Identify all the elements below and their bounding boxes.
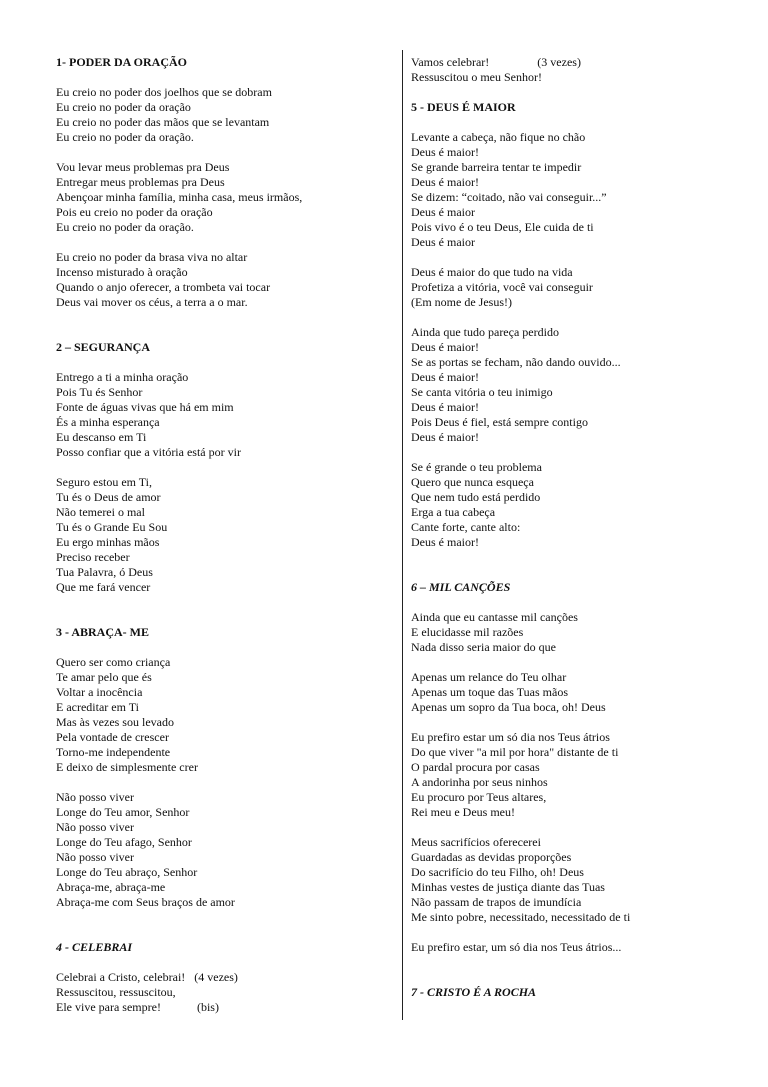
lyric-line: Tu és o Grande Eu Sou xyxy=(56,520,168,534)
lyric-line: Erga a tua cabeça xyxy=(411,505,496,519)
spacer xyxy=(411,310,741,325)
lyric-line: Eu prefiro estar um só dia nos Teus átrios xyxy=(411,730,610,744)
spacer xyxy=(411,955,741,985)
lyric-line: Abençoar minha família, minha casa, meus irmãos, xyxy=(56,190,303,204)
lyric-line: Ainda que eu cantasse mil canções xyxy=(411,610,578,624)
lyric-line: Quero que nunca esqueça xyxy=(411,475,534,489)
lyric-line: Seguro estou em Ti, xyxy=(56,475,153,489)
lyric-line: Mas às vezes sou levado xyxy=(56,715,174,729)
spacer xyxy=(411,820,741,835)
lyric-line: Apenas um sopro da Tua boca, oh! Deus xyxy=(411,700,606,714)
lyric-line: Não passam de trapos de imundícia xyxy=(411,895,582,909)
lyric-line: Deus é maior! xyxy=(411,535,479,549)
lyric-line: Pois eu creio no poder da oração xyxy=(56,205,213,219)
lyric-line: Entregar meus problemas pra Deus xyxy=(56,175,225,189)
lyric-line: Cante forte, cante alto: xyxy=(411,520,521,534)
spacer xyxy=(411,655,741,670)
lyric-line: Ele vive para sempre! (bis) xyxy=(56,1000,219,1014)
lyric-line: Se as portas se fecham, não dando ouvido... xyxy=(411,355,621,369)
lyric-line: Incenso misturado à oração xyxy=(56,265,188,279)
spacer xyxy=(56,235,391,250)
lyric-line: Deus é maior! xyxy=(411,400,479,414)
lyric-line: Pela vontade de crescer xyxy=(56,730,169,744)
spacer xyxy=(411,925,741,940)
song-title: 2 – SEGURANÇA xyxy=(56,340,151,354)
lyric-line: Deus é maior xyxy=(411,235,475,249)
song-title: 5 - DEUS É MAIOR xyxy=(411,100,516,114)
lyric-line: Quero ser como criança xyxy=(56,655,171,669)
lyric-line: Rei meu e Deus meu! xyxy=(411,805,515,819)
lyric-line: Apenas um relance do Teu olhar xyxy=(411,670,567,684)
right-column xyxy=(411,55,741,1000)
spacer xyxy=(56,640,391,655)
spacer xyxy=(411,445,741,460)
lyric-line: Pois Deus é fiel, está sempre contigo xyxy=(411,415,588,429)
lyric-line: Tua Palavra, ó Deus xyxy=(56,565,153,579)
spacer xyxy=(56,910,391,940)
lyric-line: (Em nome de Jesus!) xyxy=(411,295,512,309)
lyric-line: Preciso receber xyxy=(56,550,130,564)
lyric-line: Eu procuro por Teus altares, xyxy=(411,790,547,804)
spacer xyxy=(411,550,741,580)
spacer xyxy=(56,310,391,340)
lyric-line: Que me fará vencer xyxy=(56,580,151,594)
lyric-line: Guardadas as devidas proporções xyxy=(411,850,572,864)
lyric-line: Deus é maior! xyxy=(411,370,479,384)
column-divider xyxy=(402,50,403,1020)
lyric-line: Pois Tu és Senhor xyxy=(56,385,143,399)
lyric-line: Eu creio no poder das mãos que se levantam xyxy=(56,115,270,129)
spacer xyxy=(411,85,741,100)
spacer xyxy=(411,715,741,730)
lyric-line: Que nem tudo está perdido xyxy=(411,490,541,504)
lyric-line: Do sacrifício do teu Filho, oh! Deus xyxy=(411,865,584,879)
lyric-line: Deus é maior! xyxy=(411,340,479,354)
lyric-line: Não posso viver xyxy=(56,850,134,864)
lyric-line: Eu creio no poder dos joelhos que se dobram xyxy=(56,85,272,99)
lyric-line: És a minha esperança xyxy=(56,415,160,429)
lyric-line: Pois vivo é o teu Deus, Ele cuida de ti xyxy=(411,220,594,234)
lyric-line: Te amar pelo que és xyxy=(56,670,152,684)
lyric-line: Me sinto pobre, necessitado, necessitado de ti xyxy=(411,910,631,924)
lyric-line: Eu prefiro estar, um só dia nos Teus átrios... xyxy=(411,940,622,954)
song-title: 7 - CRISTO É A ROCHA xyxy=(411,985,537,999)
lyric-line: Ressuscitou o meu Senhor! xyxy=(411,70,542,84)
lyric-line: Deus é maior! xyxy=(411,145,479,159)
lyric-line: Abraça-me, abraça-me xyxy=(56,880,166,894)
left-column xyxy=(56,55,391,1015)
lyric-line: Longe do Teu afago, Senhor xyxy=(56,835,192,849)
lyric-line: Levante a cabeça, não fique no chão xyxy=(411,130,586,144)
lyric-line: Deus vai mover os céus, a terra a o mar. xyxy=(56,295,248,309)
lyric-line: Tu és o Deus de amor xyxy=(56,490,161,504)
lyric-line: Deus é maior! xyxy=(411,430,479,444)
spacer xyxy=(56,595,391,625)
lyric-line: Deus é maior! xyxy=(411,175,479,189)
spacer xyxy=(411,595,741,610)
lyric-line: Se canta vitória o teu inimigo xyxy=(411,385,553,399)
lyric-line: Não posso viver xyxy=(56,790,134,804)
song-title: 6 – MIL CANÇÕES xyxy=(411,580,511,594)
lyric-line: Meus sacrifícios oferecerei xyxy=(411,835,541,849)
lyric-line: Longe do Teu abraço, Senhor xyxy=(56,865,198,879)
lyric-line: E deixo de simplesmente crer xyxy=(56,760,198,774)
lyric-line: O pardal procura por casas xyxy=(411,760,540,774)
lyric-line: E acreditar em Ti xyxy=(56,700,139,714)
lyric-line: Posso confiar que a vitória está por vir xyxy=(56,445,241,459)
lyric-line: Não temerei o mal xyxy=(56,505,145,519)
lyric-line: Entrego a ti a minha oração xyxy=(56,370,189,384)
spacer xyxy=(56,145,391,160)
lyric-line: Se grande barreira tentar te impedir xyxy=(411,160,582,174)
lyric-line: Profetiza a vitória, você vai conseguir xyxy=(411,280,593,294)
spacer xyxy=(56,775,391,790)
lyric-line: Vamos celebrar! (3 vezes) xyxy=(411,55,581,69)
lyric-line: Ressuscitou, ressuscitou, xyxy=(56,985,176,999)
song-title: 1- PODER DA ORAÇÃO xyxy=(56,55,187,69)
lyric-line: Deus é maior do que tudo na vida xyxy=(411,265,573,279)
lyric-line: Ainda que tudo pareça perdido xyxy=(411,325,559,339)
lyric-line: Eu creio no poder da brasa viva no altar xyxy=(56,250,248,264)
lyric-line: Eu creio no poder da oração. xyxy=(56,130,194,144)
lyric-line: Celebrai a Cristo, celebrai! (4 vezes) xyxy=(56,970,238,984)
lyric-line: Eu descanso em Ti xyxy=(56,430,147,444)
lyric-line: Do que viver "a mil por hora" distante de ti xyxy=(411,745,619,759)
lyric-line: Apenas um toque das Tuas mãos xyxy=(411,685,568,699)
lyric-line: Torno-me independente xyxy=(56,745,171,759)
spacer xyxy=(411,115,741,130)
lyric-line: Eu ergo minhas mãos xyxy=(56,535,160,549)
spacer xyxy=(56,460,391,475)
lyric-line: Deus é maior xyxy=(411,205,475,219)
lyric-line: Voltar a inocência xyxy=(56,685,143,699)
spacer xyxy=(411,250,741,265)
lyric-line: Eu creio no poder da oração. xyxy=(56,220,194,234)
lyric-line: Quando o anjo oferecer, a trombeta vai tocar xyxy=(56,280,271,294)
lyric-line: Eu creio no poder da oração xyxy=(56,100,191,114)
lyric-line: Minhas vestes de justiça diante das Tuas xyxy=(411,880,605,894)
lyric-line: E elucidasse mil razões xyxy=(411,625,524,639)
lyric-line: Vou levar meus problemas pra Deus xyxy=(56,160,230,174)
lyric-line: Se é grande o teu problema xyxy=(411,460,542,474)
song-title: 3 - ABRAÇA- ME xyxy=(56,625,149,639)
song-title: 4 - CELEBRAI xyxy=(56,940,133,954)
lyric-line: Abraça-me com Seus braços de amor xyxy=(56,895,235,909)
spacer xyxy=(56,355,391,370)
lyric-line: Não posso viver xyxy=(56,820,134,834)
lyric-line: Se dizem: “coitado, não vai conseguir...” xyxy=(411,190,607,204)
lyric-line: Nada disso seria maior do que xyxy=(411,640,556,654)
lyric-line: Fonte de águas vivas que há em mim xyxy=(56,400,234,414)
lyric-line: Longe do Teu amor, Senhor xyxy=(56,805,190,819)
spacer xyxy=(56,70,391,85)
spacer xyxy=(56,955,391,970)
lyric-line: A andorinha por seus ninhos xyxy=(411,775,548,789)
